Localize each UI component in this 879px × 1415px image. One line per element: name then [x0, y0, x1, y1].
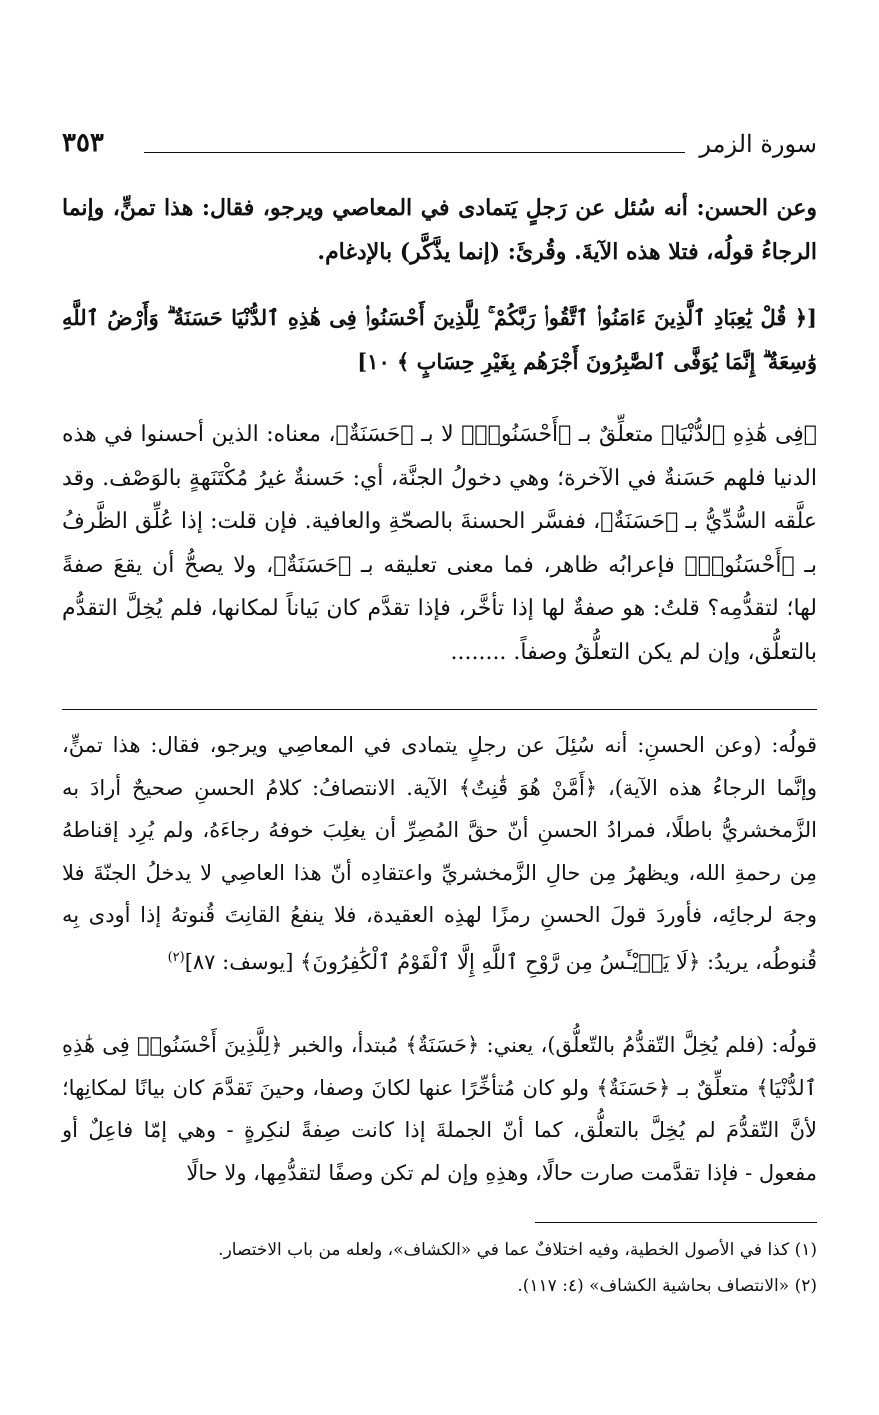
main-paragraph-1: وعن الحسن: أنه سُئل عن رَجلٍ يَتمادى في المعاصي ويرجو، فقال: هذا تمنٍّ، وإنما الرجاءُ قولُه، فتلا هذه الآيةَ. وقُرئَ: (إنما يذَّكَّر) بالإدغام.: [62, 195, 817, 265]
footnote-divider: [535, 1222, 817, 1223]
section-divider: [62, 709, 817, 710]
commentary-paragraph-1: [62, 724, 817, 983]
footnote-1: (١) كذا في الأصول الخطية، وفيه اختلافٌ عما في «الكشاف»، ولعله من باب الاختصار.: [218, 1240, 817, 1260]
footnote-ref-2: (٢): [167, 949, 185, 965]
surah-title: سورة الزمر: [699, 130, 817, 158]
commentary-paragraph-2: قولُه: (فلم يُخِلَّ التّقدُّمُ بالتّعلُّق)، يعني: ﴿حَسَنَةٌ﴾ مُبتدأ، والخبر ﴿لِلَّذِينَ أَحْسَنُوا۟ فِى هَٰذِهِ ٱلدُّنْيَا﴾ متعلِّقٌ بـ ﴿حَسَنَةٌ﴾ ولو كان مُتأخِّرًا عنها لكانَ وصفا، وحينَ تَقدَّمَ كان بيانًا لمكانِها؛ لأنَّ التّقدُّمَ لم يُخِلَّ بالتعلُّق، كما أنّ الجملةَ إذا كانت صِفةً لنكِرةٍ - وهي إمّا فاعِلٌ أو مفعول - فإذا تقدَّمت صارت حالًا، وهذِهِ وإن لم تكن وصفًا لتقدُّمِها، ولا حالًا: [62, 1033, 817, 1185]
header-rule: [144, 152, 685, 153]
quran-verse: [﴿ قُلْ يَٰعِبَادِ ٱلَّذِينَ ءَامَنُوا۟ ٱتَّقُوا۟ رَبَّكُمْ ۚ لِلَّذِينَ أَحْسَنُوا۟ فِى هَٰذِهِ ٱلدُّنْيَا حَسَنَةٌ ۗ وَأَرْضُ ٱللَّهِ وَٰسِعَةٌ ۗ إِنَّمَا يُوَفَّى ٱلصَّٰبِرُونَ أَجْرَهُم بِغَيْرِ حِسَابٍ ﴾ ١٠]: [62, 305, 817, 374]
page-header: [62, 128, 817, 168]
page-number: ٣٥٣: [62, 128, 104, 158]
main-paragraph-2: ﴿فِى هَٰذِهِ ٱلدُّنْيَا﴾ متعلِّقٌ بـ ﴿أَحْسَنُوا۟﴾ لا بـ ﴿حَسَنَةٌ﴾، معناه: الذين أحسنوا في هذه الدنيا فلهم حَسَنةٌ في الآخرة؛ وهي دخولُ الجنَّة، أي: حَسنةٌ غيرُ مُكْتَنَهةٍ بالوَصْف. وقد علَّقه السُّدِّيُّ بـ ﴿حَسَنَةٌ﴾، ففسَّر الحسنةَ بالصحّةِ والعافية. فإن قلت: إذا عُلِّق الظَّرفُ بـ ﴿أَحْسَنُوا۟﴾ فإعرابُه ظاهر، فما معنى تعليقه بـ ﴿حَسَنَةٌ﴾، ولا يصحُّ أن يقعَ صفةً لها؛ لتقدُّمِه؟ قلتُ: هو صفةٌ لها إذا تأخَّر، فإذا تقدَّم كان بَياناً لمكانها، فلم يُخِلَّ التقدُّم بالتعلُّق، وإن لم يكن التعلُّقُ وصفاً. ........: [62, 422, 817, 665]
footnote-2: (٢) «الانتصاف بحاشية الكشاف» (٤: ١١٧).: [517, 1276, 817, 1296]
commentary-text-1: قولُه: (وعن الحسنِ: أنه سُئِلَ عن رجلٍ يتمادى في المعاصِي ويرجو، فقال: هذا تمنٍّ، وإنَّما الرجاءُ هذه الآية)، ﴿أَمَّنْ هُوَ قَٰنِتٌ﴾ الآية. الانتصافُ: كلامُ الحسنِ صحيحٌ أرادَ به الزَّمخشريُّ باطلًا، فمرادُ الحسنِ أنّ حقَّ المُصِرِّ أن يغلِبَ خوفهُ رجاءَهُ، ولم يُرِد إقناطهُ مِن رحمةِ الله، ويظهرُ مِن حالِ الزَّمخشريِّ واعتقادِه أنّ هذا العاصِي لا يدخلُ الجنّةَ فلا وجهَ لرجائِه، فأوردَ قولَ الحسنِ رمزًا لهذِه العقيدة، فلا ينفعُ القانِتَ قُنوتهُ إذا أودى بِه قُنوطُه، يريدُ: ﴿لَا يَا۟يْـَٔسُ مِن رَّوْحِ ٱللَّهِ إِلَّا ٱلْقَوْمُ ٱلْكَٰفِرُونَ﴾ [يوسف: ٨٧]: [62, 733, 817, 974]
